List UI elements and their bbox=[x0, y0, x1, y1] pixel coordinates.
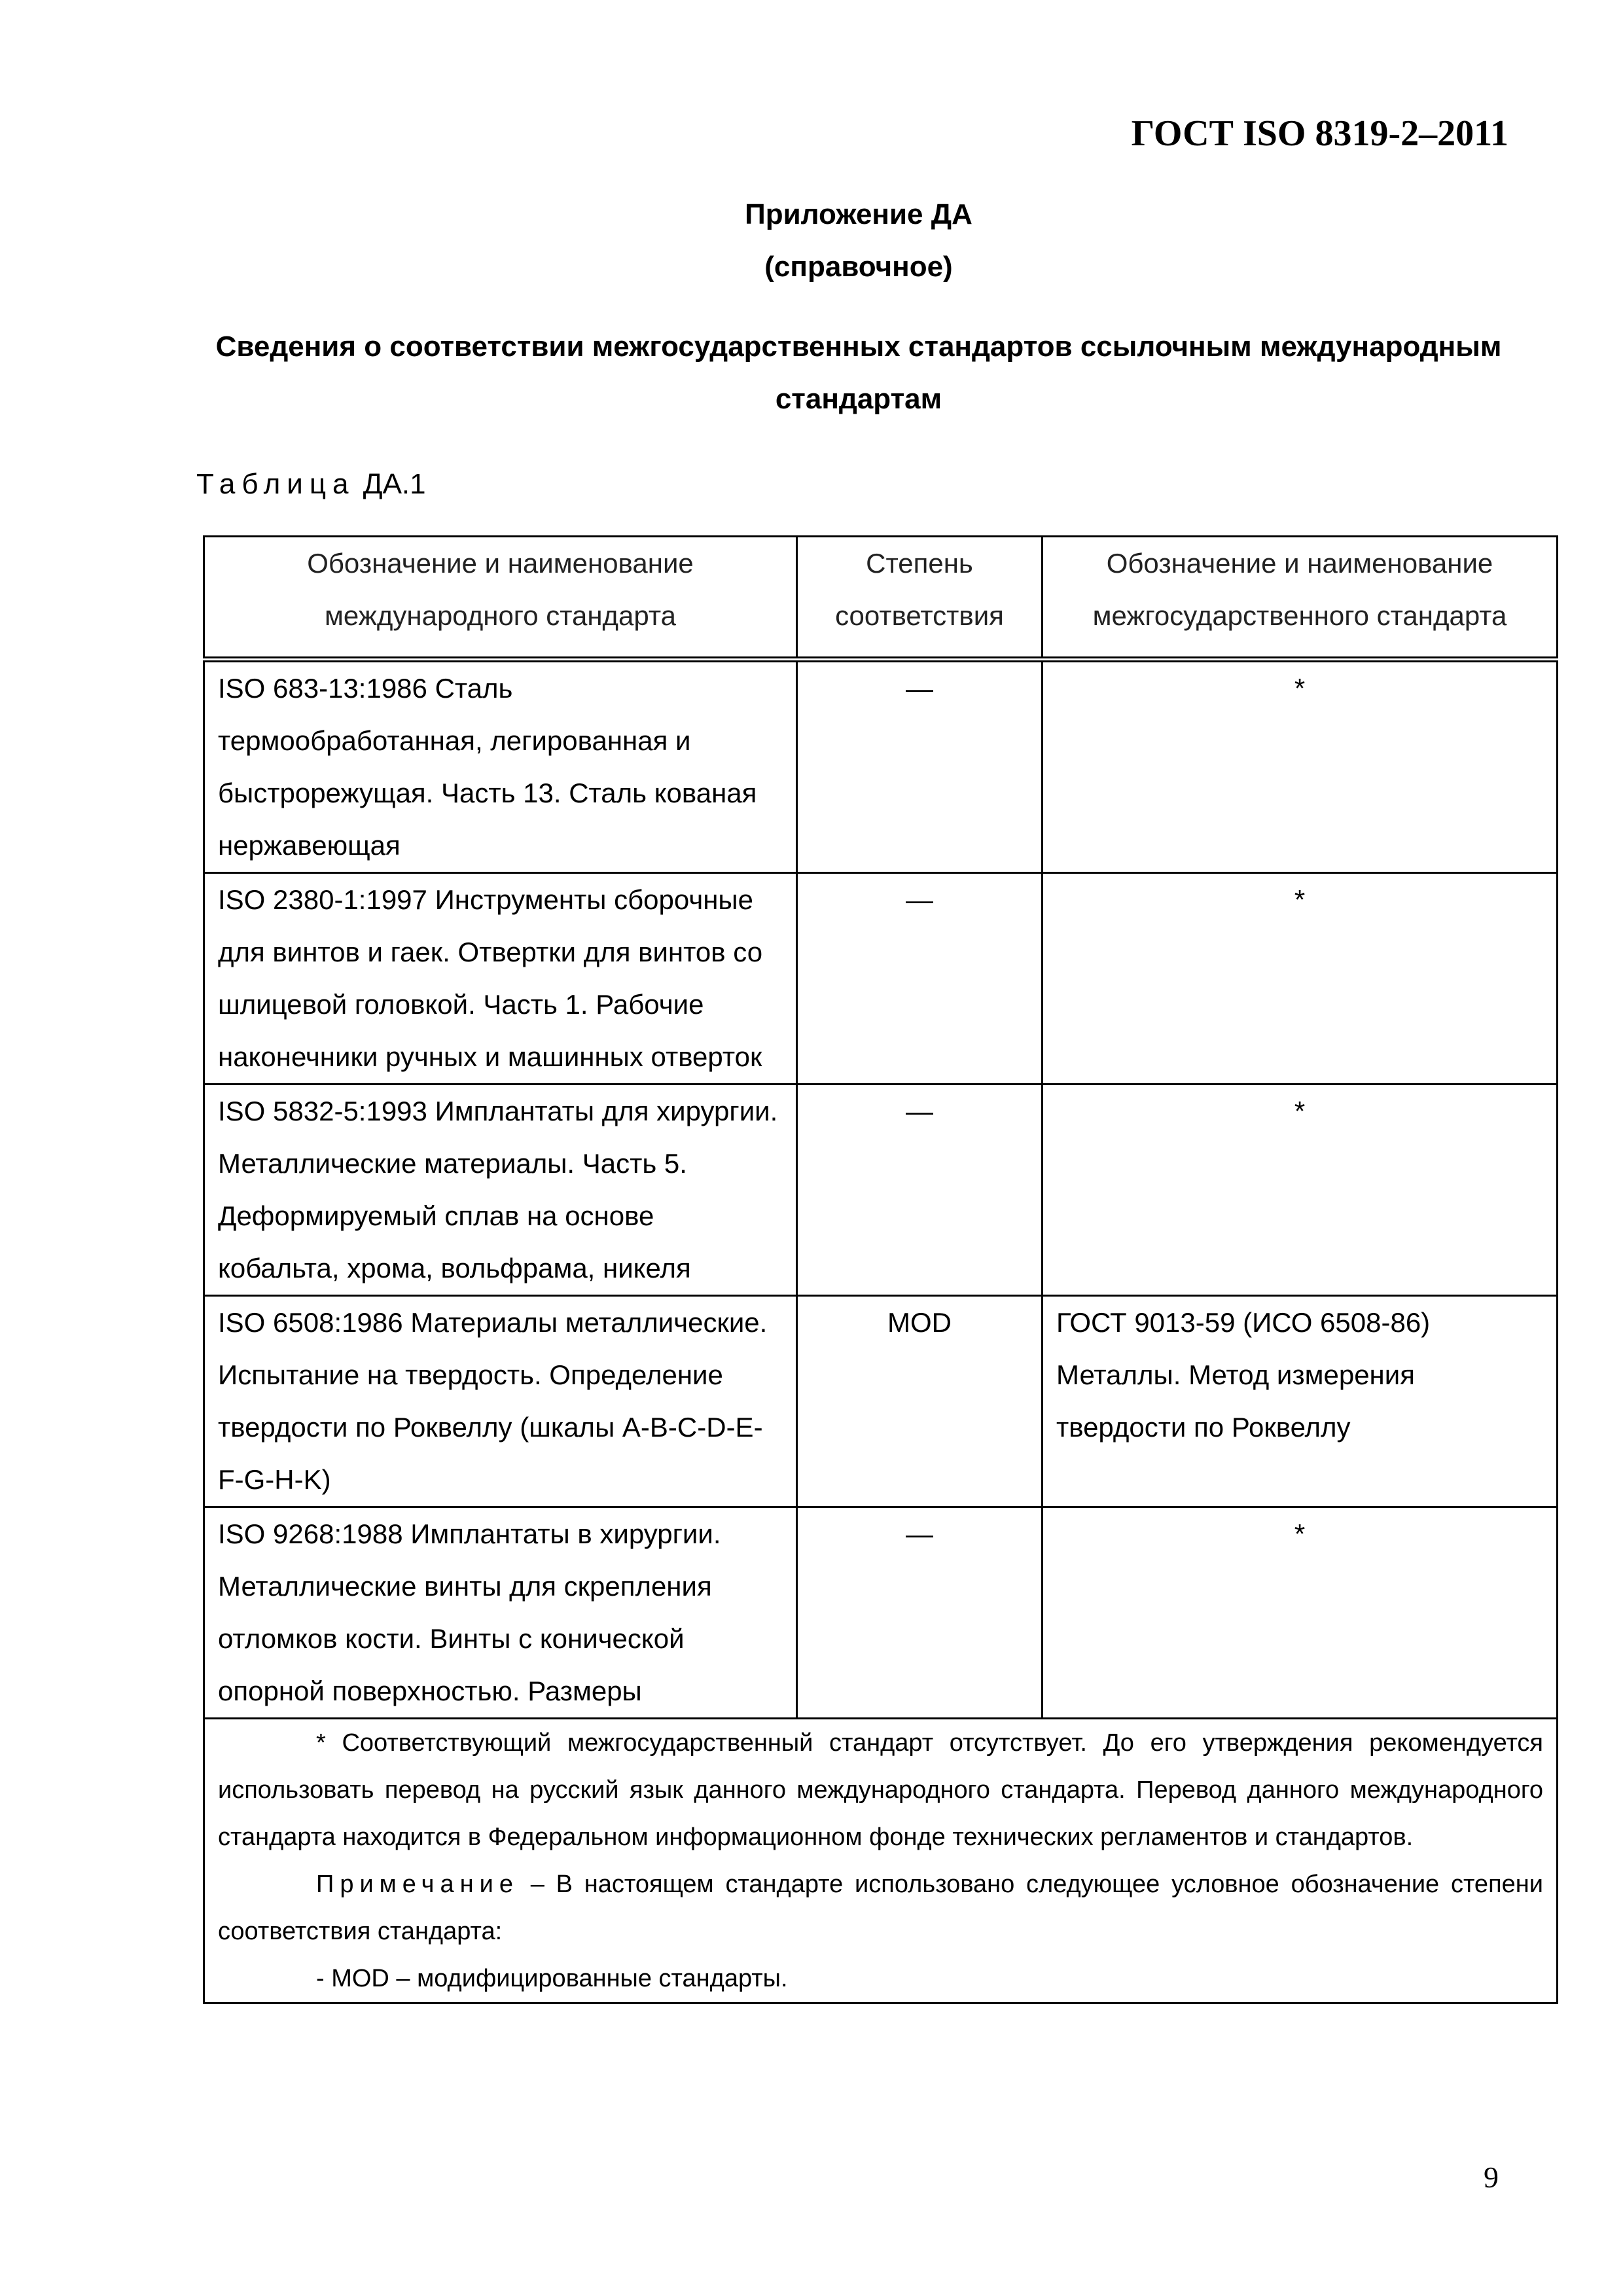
interstate-standard-cell: * bbox=[1043, 1507, 1558, 1719]
international-standard-cell: ISO 683-13:1986 Сталь термообработанная, легированная и быстрорежущая. Часть 13. Сталь кованая нержавеющая bbox=[204, 660, 797, 873]
interstate-standard-cell: * bbox=[1043, 873, 1558, 1085]
interstate-standard-cell: ГОСТ 9013-59 (ИСО 6508-86) Металлы. Метод измерения твердости по Роквеллу bbox=[1043, 1296, 1558, 1507]
degree-cell: — bbox=[797, 873, 1043, 1085]
table-notes bbox=[204, 1719, 1558, 2003]
annex-label: Приложение ДА bbox=[745, 198, 972, 230]
note-item: - MOD – модифицированные стандарты. bbox=[316, 1965, 788, 1992]
page-number: 9 bbox=[1484, 2161, 1499, 2194]
note-label: Примечание bbox=[316, 1871, 519, 1898]
annex-title bbox=[0, 188, 1623, 293]
degree-cell: — bbox=[797, 1085, 1043, 1296]
international-standard-cell: ISO 9268:1988 Имплантаты в хирургии. Металлические винты для скрепления отломков кости. Винты с конической опорной поверхностью. Размеры bbox=[204, 1507, 797, 1719]
degree-cell: MOD bbox=[797, 1296, 1043, 1507]
table-caption bbox=[196, 468, 426, 501]
degree-cell: — bbox=[797, 1507, 1043, 1719]
header-international-standard: Обозначение и наименование международного стандарта bbox=[204, 537, 797, 660]
table-row bbox=[204, 1296, 1558, 1507]
header-interstate-standard: Обозначение и наименование межгосударственного стандарта bbox=[1043, 537, 1558, 660]
correspondence-table bbox=[203, 535, 1558, 2004]
table-row bbox=[204, 660, 1558, 873]
table-caption-label: Таблица bbox=[196, 468, 355, 500]
note-text: – В настоящем стандарте использовано следующее условное обозначение степени соответствия стандарта: bbox=[218, 1871, 1543, 1945]
table-row bbox=[204, 1507, 1558, 1719]
header-degree-of-correspondence: Степень соответствия bbox=[797, 537, 1043, 660]
international-standard-cell: ISO 5832-5:1993 Имплантаты для хирургии. Металлические материалы. Часть 5. Деформируемый сплав на основе кобальта, хрома, вольфрама, никеля bbox=[204, 1085, 797, 1296]
international-standard-cell: ISO 2380-1:1997 Инструменты сборочные для винтов и гаек. Отвертки для винтов со шлицевой головкой. Часть 1. Рабочие наконечники ручных и машинных отверток bbox=[204, 873, 797, 1085]
interstate-standard-cell: * bbox=[1043, 1085, 1558, 1296]
annex-type: (справочное) bbox=[764, 251, 953, 283]
table-header-row bbox=[204, 537, 1558, 660]
document-code: ГОСТ ISO 8319-2–2011 bbox=[1131, 113, 1508, 154]
international-standard-cell: ISO 6508:1986 Материалы металлические. Испытание на твердость. Определение твердости по Роквеллу (шкалы A-B-C-D-E-F-G-H-K) bbox=[204, 1296, 797, 1507]
table-row bbox=[204, 1085, 1558, 1296]
table-caption-number: ДА.1 bbox=[363, 468, 426, 500]
interstate-standard-cell: * bbox=[1043, 660, 1558, 873]
footnote-text: * Соответствующий межгосударственный стандарт отсутствует. До его утверждения рекомендуется использовать перевод на русский язык данного международного стандарта. Перевод данного международного стандарта находится в Федеральном информационном фонде технических регламентов и стандартов. bbox=[218, 1729, 1543, 1851]
degree-cell: — bbox=[797, 660, 1043, 873]
note-paragraph bbox=[218, 1861, 1543, 1955]
section-heading: Сведения о соответствии межгосударственных стандартов ссылочным международным стандартам bbox=[215, 331, 1502, 415]
table-footer-row bbox=[204, 1719, 1558, 2003]
table-row bbox=[204, 873, 1558, 1085]
